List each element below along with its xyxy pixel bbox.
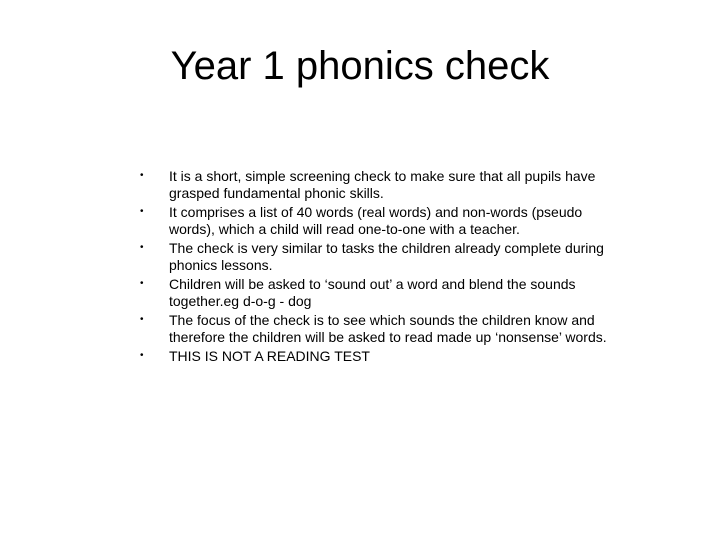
bullet-item [140,276,620,309]
bullet-icon: • [140,350,144,361]
bullet-icon: • [140,170,144,181]
bullet-list [140,168,620,368]
bullet-text: Children will be asked to ‘sound out’ a word and blend the sounds together.eg d-o-g - dog [169,276,576,309]
slide-title: Year 1 phonics check [170,44,550,88]
bullet-item [140,312,620,345]
bullet-item [140,348,620,365]
bullet-icon: • [140,278,144,289]
bullet-icon: • [140,314,144,325]
bullet-item [140,168,620,201]
bullet-icon: • [140,242,144,253]
bullet-icon: • [140,206,144,217]
bullet-text: It is a short, simple screening check to make sure that all pupils have grasped fundamental phonic skills. [169,168,596,201]
bullet-item [140,240,620,273]
bullet-item [140,204,620,237]
bullet-text: THIS IS NOT A READING TEST [169,348,370,364]
bullet-text: The check is very similar to tasks the children already complete during phonics lessons. [169,240,604,273]
bullet-text: It comprises a list of 40 words (real words) and non-words (pseudo words), which a child will read one-to-one with a teacher. [169,204,583,237]
bullet-text: The focus of the check is to see which sounds the children know and therefore the children will be asked to read made up ‘nonsense’ words. [169,312,607,345]
